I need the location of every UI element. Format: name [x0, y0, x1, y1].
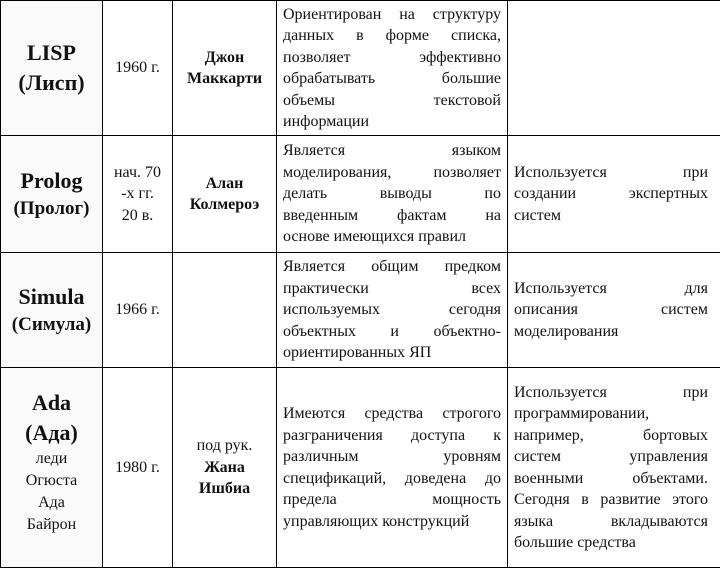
language-name-ru: (Симула)	[7, 312, 96, 338]
language-name-cell	[1, 136, 103, 253]
language-name: Ada	[7, 388, 96, 418]
description-line: используемых сегодня	[283, 299, 501, 321]
description-line: Ориентирован на структуру	[283, 4, 501, 26]
description-line: данных в форме списка,	[283, 25, 501, 47]
author-line: Джон	[179, 47, 270, 69]
usage-cell	[508, 1, 720, 136]
creator-line: леди	[7, 448, 96, 470]
author-prefix: под рук.	[179, 435, 270, 457]
creator-line: Байрон	[7, 514, 96, 536]
language-name: Prolog	[7, 166, 96, 196]
language-name-cell	[1, 1, 103, 136]
table-row-prolog	[1, 136, 720, 253]
usage-line: Сегодня в развитие этого	[514, 489, 708, 511]
description-line: основе имеющихся правил	[283, 226, 501, 248]
description-line: введенным фактам на	[283, 205, 501, 227]
description-line: Имеются средства строгого	[283, 403, 501, 425]
language-name-cell	[1, 253, 103, 368]
year-line: нач. 70	[109, 162, 166, 184]
language-name-cell	[1, 368, 103, 568]
description-line: позволяет эффективно	[283, 47, 501, 69]
year-line: 20 в.	[109, 205, 166, 227]
author-line: Маккарти	[179, 68, 270, 90]
language-name: Simula	[7, 282, 96, 312]
usage-cell	[508, 368, 720, 568]
year-cell: 1980 г.	[103, 368, 173, 568]
author-cell	[173, 1, 277, 136]
usage-line: Используется для	[514, 278, 708, 300]
creator-line: Ада	[7, 492, 96, 514]
language-name-ru: (Пролог)	[7, 196, 96, 222]
usage-line: большие средства	[514, 532, 720, 554]
description-line: разграничения доступа к	[283, 425, 501, 447]
description-line: ориентированных ЯП	[283, 342, 501, 364]
year-line: -х гг.	[109, 183, 166, 205]
usage-line: систем	[514, 205, 720, 227]
usage-line: моделирования	[514, 321, 720, 343]
description-cell	[277, 136, 508, 253]
description-line: управляющих конструкций	[283, 511, 501, 533]
description-line: Является языком	[283, 140, 501, 162]
year-cell	[103, 136, 173, 253]
table-row-simula	[1, 253, 720, 368]
language-name: LISP	[7, 38, 96, 68]
description-line: объектных и объектно-	[283, 321, 501, 343]
description-cell	[277, 1, 508, 136]
author-line: Жана	[179, 457, 270, 479]
usage-cell	[508, 136, 720, 253]
description-cell	[277, 253, 508, 368]
author-cell	[173, 368, 277, 568]
author-line: Ишбиа	[179, 478, 270, 500]
description-line: Является общим предком	[283, 256, 501, 278]
usage-cell	[508, 253, 720, 368]
usage-line: программировании,	[514, 403, 720, 425]
description-line: обрабатывать большие	[283, 68, 501, 90]
usage-line: систем управления	[514, 446, 708, 468]
description-line: объемы текстовой	[283, 90, 501, 112]
usage-line: описания систем	[514, 299, 708, 321]
year-cell: 1966 г.	[103, 253, 173, 368]
author-cell	[173, 253, 277, 368]
author-line: Алан	[179, 173, 270, 195]
usage-line: например, бортовых	[514, 425, 708, 447]
usage-line: военными объектами.	[514, 468, 708, 490]
language-name-ru: (Ада)	[7, 418, 96, 448]
year-cell: 1960 г.	[103, 1, 173, 136]
description-cell	[277, 368, 508, 568]
usage-line: Используется при	[514, 382, 708, 404]
usage-line: языка вкладываются	[514, 511, 708, 533]
table-row-lisp	[1, 1, 720, 136]
usage-line: создании экспертных	[514, 183, 708, 205]
description-line: моделирования, позволяет	[283, 162, 501, 184]
usage-line: Используется при	[514, 162, 708, 184]
description-line: различным уровням	[283, 446, 501, 468]
language-name-ru: (Лисп)	[7, 68, 96, 98]
author-cell	[173, 136, 277, 253]
author-line: Колмероэ	[179, 194, 270, 216]
creator-line: Огюста	[7, 470, 96, 492]
description-line: практически всех	[283, 278, 501, 300]
table-row-ada	[1, 368, 720, 568]
description-line: информации	[283, 111, 501, 133]
description-line: спецификаций, доведена до	[283, 468, 501, 490]
description-line: предела мощность	[283, 489, 501, 511]
description-line: делать выводы по	[283, 183, 501, 205]
